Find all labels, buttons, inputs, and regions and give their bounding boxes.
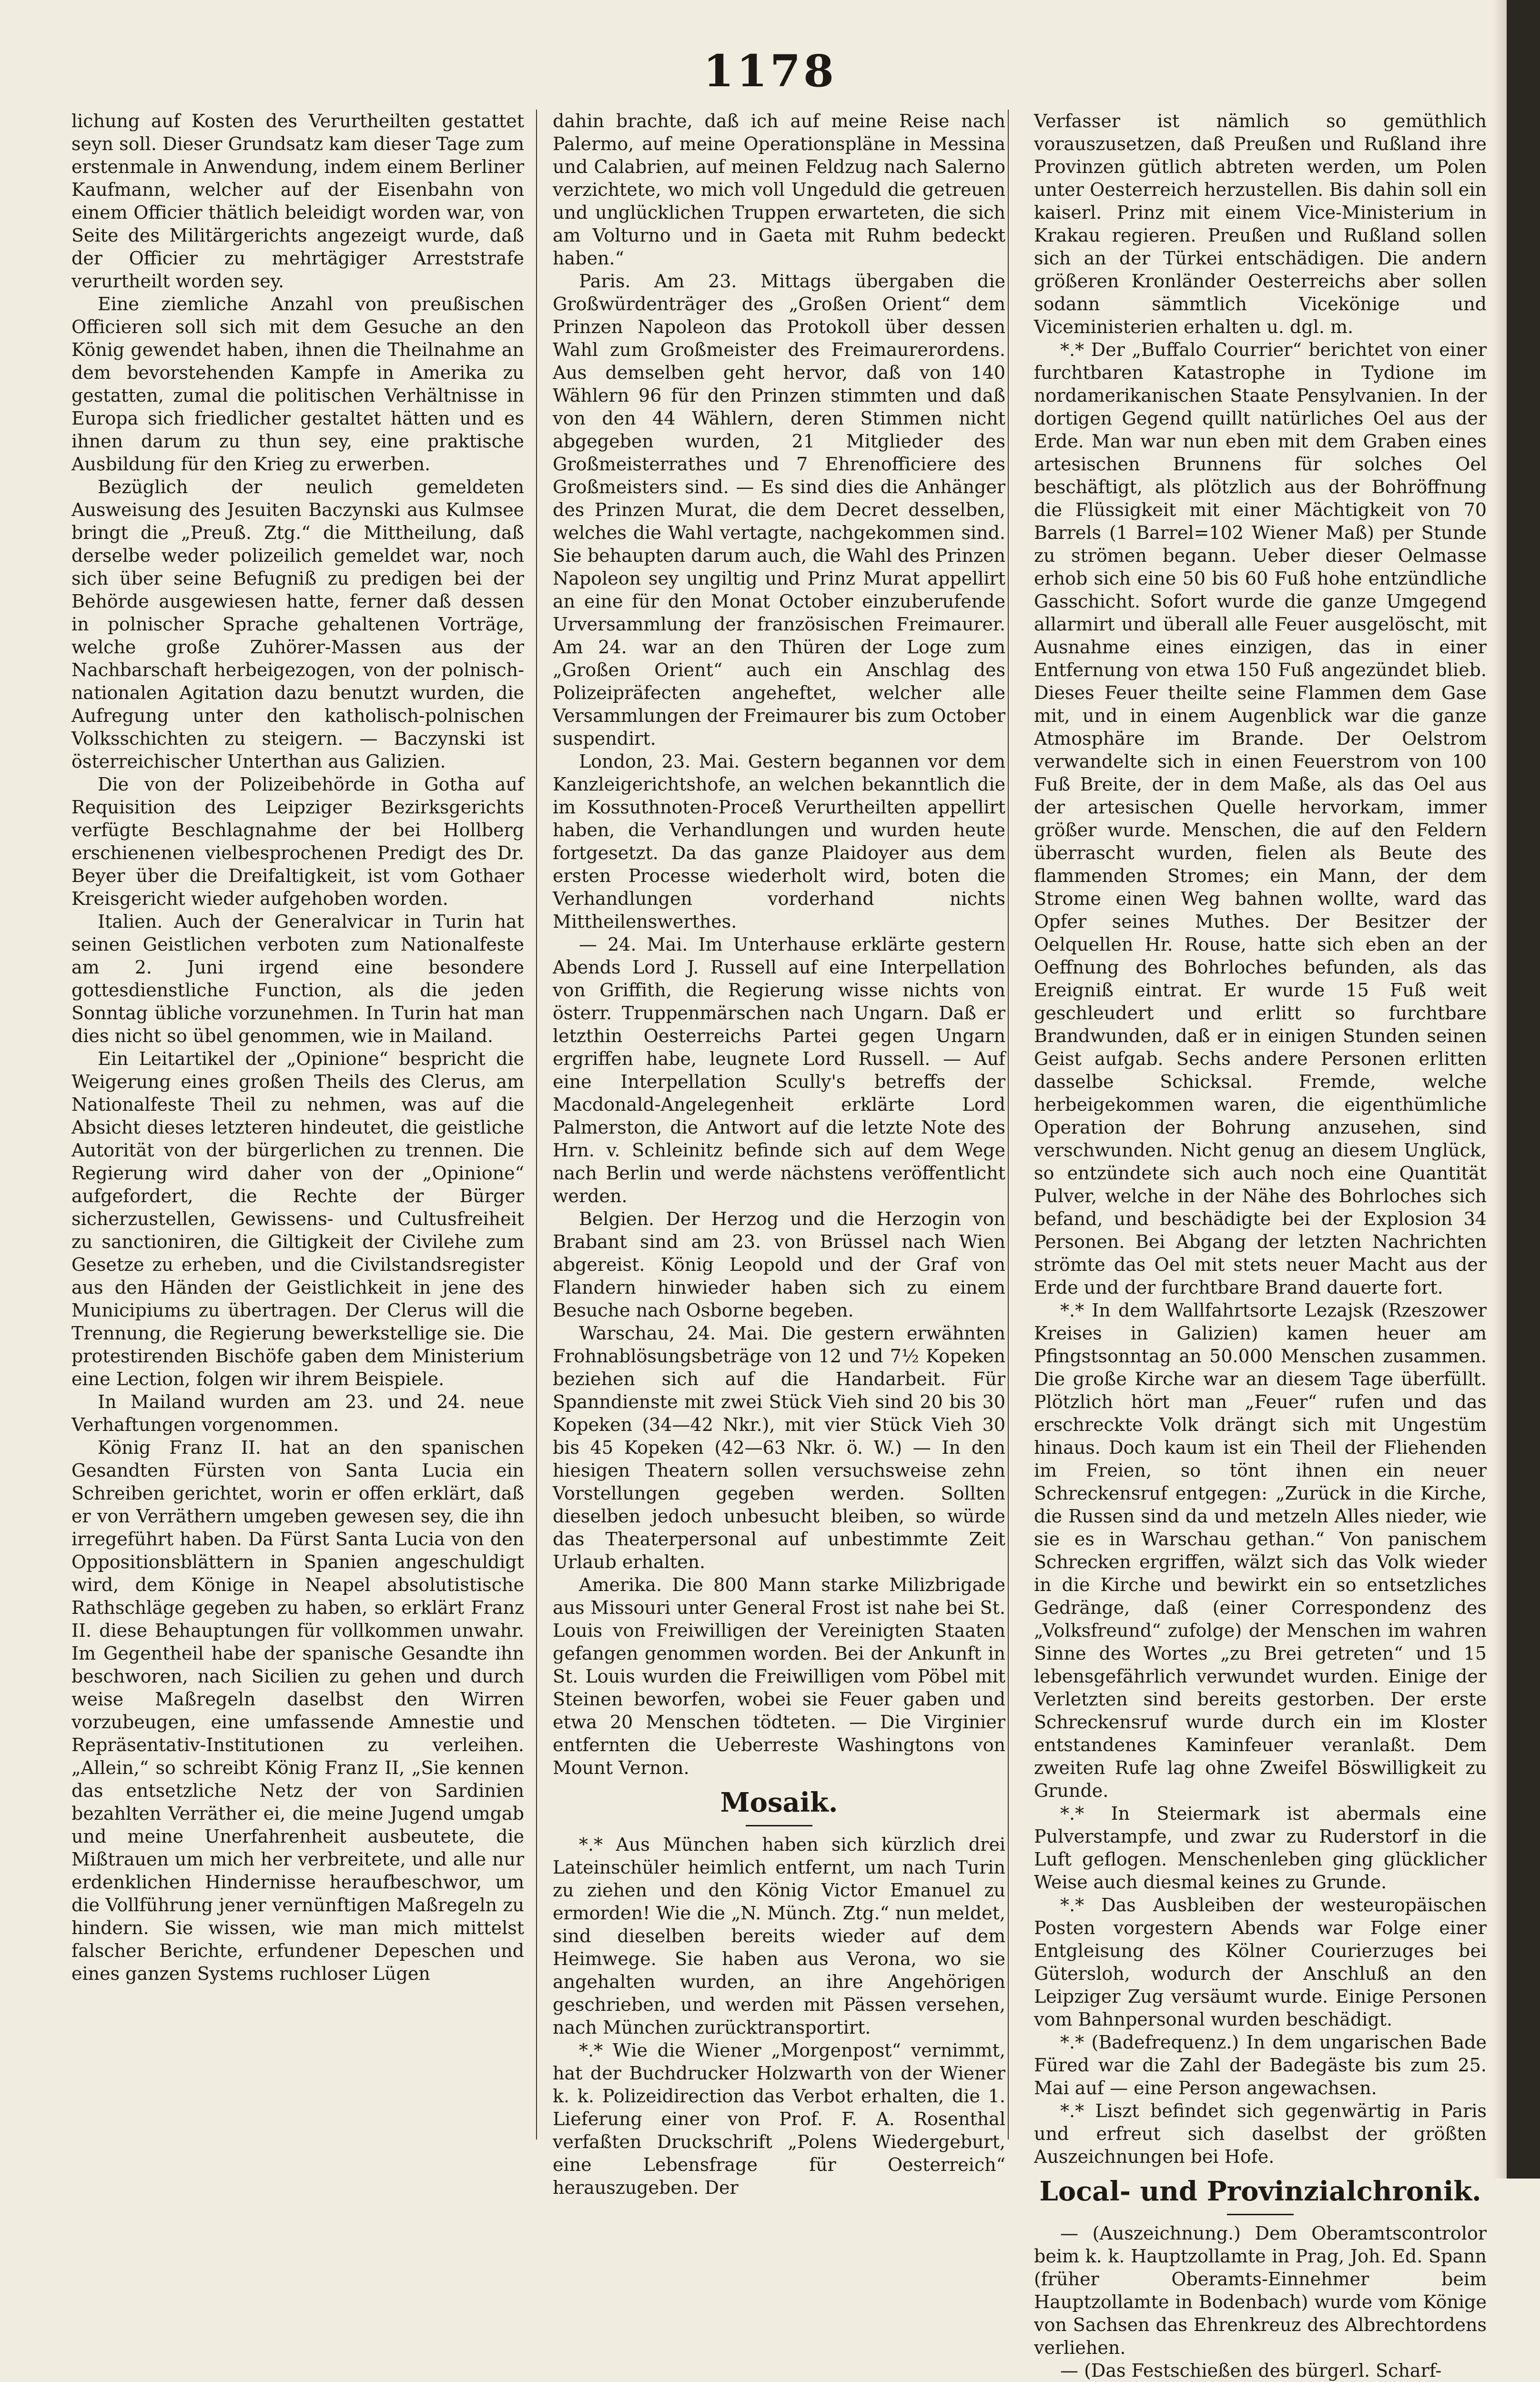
article-paragraph: lichung auf Kosten des Verurtheilten gestattet seyn soll. Dieser Grundsatz kam dieser Tage zum erstenmale in Anwendung, indem einem Berliner Kaufmann, welcher auf der Eisenbahn von einem Officier thätlich beleidigt worden war, von Seite des Militärgerichts angezeigt wurde, daß der Officier zu mehrtägiger Arreststrafe verurtheilt worden sey. xyxy=(71,111,524,292)
article-paragraph: — (Auszeichnung.) Dem Oberamtscontrolor beim k. k. Hauptzollamte in Prag, Joh. Ed. Spann (früher Oberamts-Einnehmer beim Hauptzollamte in Bodenbach) wurde vom Könige von Sachsen das Ehrenkreuz des Albrechtordens verliehen. xyxy=(1034,2223,1487,2358)
article-paragraph: dahin brachte, daß ich auf meine Reise nach Palermo, auf meine Operationspläne in Messina und Calabrien, auf meinen Feldzug nach Salerno verzichtete, wo mich voll Ungeduld die getreuen und unglücklichen Truppen erwarteten, die sich am Volturno und in Gaeta mit Ruhm bedeckt haben.“ xyxy=(553,111,1005,269)
article-paragraph: Bezüglich der neulich gemeldeten Ausweisung des Jesuiten Baczynski aus Kulmsee bringt die „Preuß. Ztg.“ die Mittheilung, daß derselbe weder polizeilich gemeldet war, noch sich über seine Befugniß zu predigen bei der Behörde ausgewiesen hatte, ferner daß dessen in polnischer Sprache gehaltenen Vorträge, welche große Zuhörer-Massen aus der Nachbarschaft herbeigezogen, von der polnisch-nationalen Agitation dazu benutzt wurden, die Aufregung unter den katholisch-polnischen Volksschichten zu steigern. — Baczynski ist österreichischer Unterthan aus Galizien. xyxy=(71,476,524,772)
article-paragraph: Warschau, 24. Mai. Die gestern erwähnten Frohnablösungsbeträge von 12 und 7½ Kopeken beziehen sich auf die Handarbeit. Für Spanndienste mit zwei Stück Vieh sind 20 bis 30 Kopeken (34—42 Nkr.), mit vier Stück Vieh 30 bis 45 Kopeken (42—63 Nkr. ö. W.) — In den hiesigen Theatern sollen versuchsweise zehn Vorstellungen gegeben werden. Sollten dieselben jedoch unbesucht bleiben, so würde das Theaterpersonal auf unbestimmte Zeit Urlaub erhalten. xyxy=(553,1323,1005,1572)
article-paragraph: Die von der Polizeibehörde in Gotha auf Requisition des Leipziger Bezirksgerichts verfügte Beschlagnahme der bei Hollberg erschienenen vielbesprochenen Predigt des Dr. Beyer über die Dreifaltigkeit, ist vom Gothaer Kreisgericht wieder aufgehoben worden. xyxy=(71,774,524,909)
article-paragraph: Paris. Am 23. Mittags übergaben die Großwürdenträger des „Großen Orient“ dem Prinzen Napoleon das Protokoll über dessen Wahl zum Großmeister des Freimaurerordens. Aus demselben geht hervor, daß von 140 Wählern 96 für den Prinzen stimmten und daß von den 44 Wählern, deren Stimmen nicht abgegeben wurden, 21 Mitglieder des Großmeisterrathes und 7 Ehrenofficiere des Großmeisters sind. — Es sind dies die Anhänger des Prinzen Murat, die dem Decret desselben, welches die Wahl vertagte, nachgekommen sind. Sie behaupten darum auch, die Wahl des Prinzen Napoleon sey ungiltig und Prinz Murat appellirt an eine für den Monat October einzuberufende Urversammlung der französischen Freimaurer. Am 24. war an den Thüren der Loge zum „Großen Orient“ auch ein Anschlag des Polizeipräfecten angeheftet, welcher alle Versammlungen der Freimaurer bis zum October suspendirt. xyxy=(553,271,1005,749)
column-1 xyxy=(71,110,524,2139)
article-paragraph: Eine ziemliche Anzahl von preußischen Officieren soll sich mit dem Gesuche an den König gewendet haben, ihnen die Theilnahme an dem bevorstehenden Kampfe in Amerika zu gestatten, zumal die politischen Verhältnisse in Europa sich friedlicher gestaltet hätten und es ihnen darum zu thun sey, eine praktische Ausbildung für den Krieg zu erwerben. xyxy=(71,294,524,475)
heading-rule xyxy=(746,1825,812,1826)
article-paragraph: *.* (Badefrequenz.) In dem ungarischen Bade Füred war die Zahl der Badegäste bis zum 25. Mai auf — eine Person angewachsen. xyxy=(1034,2032,1487,2098)
article-paragraph: Ein Leitartikel der „Opinione“ bespricht die Weigerung eines großen Theils des Clerus, am Nationalfeste Theil zu nehmen, was auf die Absicht dieses letzteren hindeutet, die geistliche Autorität von der bürgerlichen zu trennen. Die Regierung wird daher von der „Opinione“ aufgefordert, die Rechte der Bürger sicherzustellen, Gewissens- und Cultusfreiheit zu sanctioniren, die Giltigkeit der Civilehe zum Gesetze zu erheben, und die Civilstandsregister aus den Händen der Geistlichkeit in jene des Municipiums zu übertragen. Der Clerus will die Trennung, die Regierung bewerkstellige sie. Die protestirenden Bischöfe gaben dem Ministerium eine Lection, folgen wir ihrem Beispiele. xyxy=(71,1048,524,1389)
article-paragraph: *.* Aus München haben sich kürzlich drei Lateinschüler heimlich entfernt, um nach Turin zu ziehen und den König Victor Emanuel zu ermorden! Wie die „N. Münch. Ztg.“ nun meldet, sind dieselben bereits wieder auf dem Heimwege. Sie haben aus Verona, wo sie angehalten wurden, an ihre Angehörigen geschrieben, und werden mit Pässen versehen, nach München zurücktransportirt. xyxy=(553,1834,1005,2038)
article-paragraph: In Mailand wurden am 23. und 24. neue Verhaftungen vorgenommen. xyxy=(71,1391,524,1435)
section-heading: Mosaik. xyxy=(720,1787,838,1818)
article-paragraph: *.* In dem Wallfahrtsorte Lezajsk (Rzeszower Kreises in Galizien) kamen heuer am Pfingstsonntag an 50.000 Menschen zusammen. Die große Kirche war an diesem Tage überfüllt. Plötzlich hört man „Feuer“ rufen und das erschreckte Volk drängt sich mit Ungestüm hinaus. Doch kaum ist ein Theil der Fliehenden im Freien, so tönt ihnen ein neuer Schreckensruf entgegen: „Zurück in die Kirche, die Russen sind da und metzeln Alles nieder, wie sie es in Warschau gethan.“ Von panischem Schrecken ergriffen, wälzt sich das Volk wieder in die Kirche und bewirkt ein so entsetzliches Gedränge, daß (einer Correspondenz des „Volksfreund“ zufolge) der Menschen im wahren Sinne des Wortes „zu Brei getreten“ und 15 lebensgefährlich verwundet wurden. Einige der Verletzten sind bereits gestorben. Der erste Schreckensruf wurde durch ein im Kloster entstandenes Kaminfeuer veranlaßt. Dem zweiten Rufe lag ohne Zweifel Böswilligkeit zu Grunde. xyxy=(1034,1300,1487,1801)
article-columns xyxy=(71,110,1487,2381)
article-paragraph: Verfasser ist nämlich so gemüthlich vorauszusetzen, daß Preußen und Rußland ihre Provinzen gütlich abtreten werden, um Polen unter Oesterreich herzustellen. Bis dahin soll ein kaiserl. Prinz mit einem Vice-Ministerium in Krakau regieren. Preußen und Rußland sollen sich an der Türkei entschädigen. Die andern größeren Kronländer Oesterreichs aber sollen sodann sämmtlich Vicekönige und Viceministerien erhalten u. dgl. m. xyxy=(1034,111,1487,337)
article-paragraph: — 24. Mai. Im Unterhause erklärte gestern Abends Lord J. Russell auf eine Interpellation von Griffith, die Regierung wisse nichts von österr. Truppenmärschen nach Ungarn. Daß er letzthin Oesterreichs Partei gegen Ungarn ergriffen habe, leugnete Lord Russell. — Auf eine Interpellation Scully's betreffs der Macdonald-Angelegenheit erklärte Lord Palmerston, die Antwort auf die letzte Note des Hrn. v. Schleinitz befinde sich auf dem Wege nach Berlin und werde nächstens veröffentlicht werden. xyxy=(553,934,1005,1206)
article-paragraph: Amerika. Die 800 Mann starke Milizbrigade aus Missouri unter General Frost ist nahe bei St. Louis von Freiwilligen der Vereinigten Staaten gefangen genommen worden. Bei der Ankunft in St. Louis wurden die Freiwilligen vom Pöbel mit Steinen beworfen, wobei sie Feuer gaben und etwa 20 Menschen tödteten. — Die Virginier entfernten die Ueberreste Washingtons von Mount Vernon. xyxy=(553,1574,1005,1778)
scan-border xyxy=(1507,0,1540,2179)
article-paragraph: *.* Wie die Wiener „Morgenpost“ vernimmt, hat der Buchdrucker Holzwarth von der Wiener k. k. Polizeidirection das Verbot erhalten, die 1. Lieferung einer von Prof. F. A. Rosenthal verfaßten Druckschrift „Polens Wiedergeburt, eine Lebensfrage für Oesterreich“ herauszugeben. Der xyxy=(553,2040,1005,2198)
heading-rule xyxy=(1227,2214,1294,2215)
page-number: 1178 xyxy=(703,45,837,97)
article-paragraph: König Franz II. hat an den spanischen Gesandten Fürsten von Santa Lucia ein Schreiben gerichtet, worin er offen erklärt, daß er von Verräthern umgeben gewesen sey, die ihn irregeführt haben. Da Fürst Santa Lucia von den Oppositionsblättern in Spanien angeschuldigt wird, dem Könige in Neapel absolutistische Rathschläge gegeben zu haben, so erklärt Franz II. diese Behauptungen für vollkommen unwahr. Im Gegentheil habe der spanische Gesandte ihn beschworen, nach Sicilien zu gehen und durch weise Maßregeln daselbst den Wirren vorzubeugen, eine umfassende Amnestie und Repräsentativ-Institutionen zu verleihen. „Allein,“ so schreibt König Franz II, „Sie kennen das entsetzliche Netz der von Sardinien bezahlten Verräther ei, die meine Jugend umgab und meine Unerfahrenheit ausbeutete, die Mißtrauen um mich her verbreitete, und alle nur erdenklichen Hindernisse heraufbeschwor, um die Vollführung jener vernünftigen Maßregeln zu hindern. Sie wissen, wie man mich mittelst falscher Berichte, erfundener Depeschen und eines ganzen Systems ruchloser Lügen xyxy=(71,1437,524,1984)
column-2 xyxy=(553,110,1005,2198)
article-paragraph: Belgien. Der Herzog und die Herzogin von Brabant sind am 23. von Brüssel nach Wien abgereist. König Leopold und der Graf von Flandern hinwieder haben sich zu einem Besuche nach Osborne begeben. xyxy=(553,1208,1005,1321)
column-3 xyxy=(1034,110,1487,2381)
article-paragraph: Italien. Auch der Generalvicar in Turin hat seinen Geistlichen verboten zum Nationalfeste am 2. Juni irgend eine besondere gottesdienstliche Function, als die jeden Sonntag übliche vorzunehmen. In Turin hat man dies nicht so übel genommen, wie in Mailand. xyxy=(71,911,524,1046)
article-paragraph: — (Das Festschießen des bürgerl. Scharf- xyxy=(1060,2360,1442,2381)
article-paragraph: *.* Liszt befindet sich gegenwärtig in Paris und erfreut sich daselbst der größten Auszeichnungen bei Hofe. xyxy=(1034,2100,1487,2167)
article-paragraph: London, 23. Mai. Gestern begannen vor dem Kanzleigerichtshofe, an welchen bekanntlich die im Kossuthnoten-Proceß Verurtheilten appellirt haben, die Verhandlungen und wurden heute fortgesetzt. Da das ganze Plaidoyer aus dem ersten Processe wiederholt wird, boten die Verhandlungen vorderhand nichts Mittheilenswerthes. xyxy=(553,751,1005,932)
paper-edge xyxy=(1492,0,1507,2179)
article-paragraph: *.* Das Ausbleiben der westeuropäischen Posten vorgestern Abends war Folge einer Entgleisung des Kölner Courierzuges bei Gütersloh, wodurch der Anschluß an den Leipziger Zug versäumt wurde. Einige Personen vom Bahnpersonal wurden beschädigt. xyxy=(1034,1895,1487,2030)
section-heading: Local- und Provinzialchronik. xyxy=(1039,2176,1481,2207)
article-paragraph: *.* Der „Buffalo Courrier“ berichtet von einer furchtbaren Katastrophe in Tydione im nordamerikanischen Staate Pensylvanien. In der dortigen Gegend quillt natürliches Oel aus der Erde. Man war nun eben mit dem Graben eines artesischen Brunnens für solches Oel beschäftigt, als plötzlich aus der Bohröffnung die Flüssigkeit mit einer Mächtigkeit von 70 Barrels (1 Barrel=102 Wiener Maß) per Stunde zu strömen begann. Ueber dieser Oelmasse erhob sich eine 50 bis 60 Fuß hohe entzündliche Gasschicht. Sofort wurde die ganze Umgegend allarmirt und überall alle Feuer ausgelöscht, mit Ausnahme eines einzigen, das in einer Entfernung von etwa 150 Fuß angezündet blieb. Dieses Feuer theilte seine Flammen dem Gase mit, und in einem Augenblick war die ganze Atmosphäre im Brande. Der Oelstrom verwandelte sich in einen Feuerstrom von 100 Fuß Breite, der in dem Maße, als das Oel aus der artesischen Quelle hervorkam, immer größer wurde. Menschen, die auf den Feldern überrascht wurden, fielen als Beute des flammenden Stromes; ein Mann, der dem Strome einen Weg bahnen wollte, ward das Opfer seines Muthes. Der Besitzer der Oelquellen Hr. Rouse, hatte sich eben an der Oeffnung des Bohrloches befunden, als das Ereigniß eintrat. Er wurde 15 Fuß weit geschleudert und erlitt so furchtbare Brandwunden, daß er in einigen Stunden seinen Geist aufgab. Sechs andere Personen erlitten dasselbe Schicksal. Fremde, welche herbeigekommen waren, die eigenthümliche Operation der Bohrung anzusehen, sind verschwunden. Nicht genug an diesem Unglück, so entzündete sich auch noch eine Quantität Pulver, welche in der Nähe des Bohrloches sich befand, und beschädigte bei der Explosion 34 Personen. Bei Abgang der letzten Nachrichten strömte das Oel mit stets neuer Macht aus der Erde und der furchtbare Brand dauerte fort. xyxy=(1034,339,1487,1298)
article-paragraph: *.* In Steiermark ist abermals eine Pulverstampfe, und zwar zu Ruderstorf in die Luft geflogen. Menschenleben ging glücklicher Weise auch diesmal keines zu Grunde. xyxy=(1034,1803,1487,1893)
